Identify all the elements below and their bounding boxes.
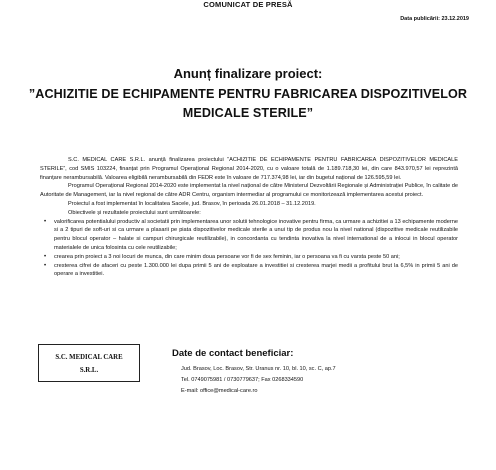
paragraph-location-period: Proiectul a fost implementat în localitatea Sacele, jud. Brasov, în perioada 26.01.2018 – 31.12.2019. (68, 200, 316, 207)
publication-date (400, 16, 469, 22)
press-release-body (40, 156, 458, 279)
contact-details (181, 364, 336, 397)
paragraph-project-summary: S.C. MEDICAL CARE S.R.L. anunță finalizarea proiectului ”ACHIZITIE DE ECHIPAMENTE PENTRU FABRICAREA DISPOZITIVELOR MEDICALE STERILE”, cod SMIS 103224, finanțat prin Programul Operațional Regional 2014-2020, cu o valoare totală de 1.189.718,30 lei, din care 843.970,57 lei reprezintă finanțare nerambursabilă. Valoarea eligibilă nerambursabilă din FEDR este în valoare de 717.374,98 lei, iar din bugetul național de 126.595,59 lei. (40, 157, 458, 181)
objective-item: • crearea prin proiect a 3 noi locuri de munca, din care minim doua persoane vor fi de sex feminin, iar o persoana va fi cu varsta peste 50 ani; (54, 253, 458, 262)
company-stamp-box (38, 344, 140, 382)
announcement-title: Anunț finalizare proiect: (173, 66, 323, 81)
contact-phone: Tel. 0749075981 / 0730779637; Fax 0268334590 (181, 377, 304, 383)
objective-item: • cresterea cifrei de afaceri cu peste 1.300.000 lei dupa primii 5 ani de exploatare a investitiei si cresterea marjei medii a profitului brut la 6,5% in primii 5 ani de operare a investitiei. (54, 262, 458, 280)
contact-address: Jud. Brasov, Loc. Brasov, Str. Uranus nr. 10, bl. 10, sc. C, ap.7 (181, 366, 336, 372)
contact-email: E-mail: office@medical-care.ro (181, 388, 258, 394)
contact-heading: Date de contact beneficiar: (172, 348, 294, 359)
stamp-company-type: S.R.L. (79, 367, 99, 374)
paragraph-objectives-intro: Obiectivele și rezultatele proiectului sunt următoarele: (68, 209, 201, 216)
objective-item: • valorificarea potentialului productiv al societatii prin implementarea unor solutii tehnologice inovative pentru firma, ca urmare a achizitiei a 13 echipamente moderne si a 2 tipuri de soft-uri si ca urmare a plasarii pe piata dispozitivelor medicale sterile a unui tip de produs nou la nivel national (dispozitive medicale reutilizabile pentru blocul operator – halate si campuri chirurgicale reutilizabile), in concordanta cu tendinta inovativa la nivel international de a inlocui in blocul operator materialele de unica folosinta cu cele reutilizabile; (54, 218, 458, 253)
paragraph-program-info: Programul Operațional Regional 2014-2020 este implementat la nivel național de către Ministerul Dezvoltării Regionale și Administrației Publice, în calitate de Autoritate de Management, iar la nivel regional de către ADR Centru, organism intermediar al programului ce monitorizează implementarea acestui proiect. (40, 183, 458, 199)
publication-date-value: 23.12.2019 (441, 16, 469, 22)
stamp-company-name: S.C. MEDICAL CARE (55, 354, 123, 361)
project-title: ”ACHIZITIE DE ECHIPAMENTE PENTRU FABRICAREA DISPOZITIVELOR MEDICALE STERILE” (28, 87, 468, 120)
document-header: COMUNICAT DE PRESĂ (203, 0, 293, 9)
publication-date-label: Data publicării: (400, 16, 440, 22)
objectives-list (40, 218, 458, 280)
